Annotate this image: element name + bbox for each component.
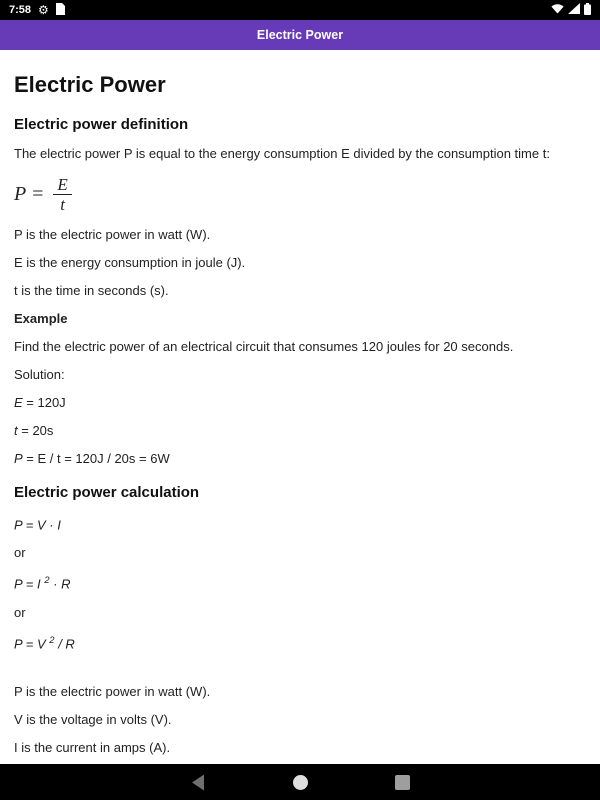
file-icon bbox=[56, 3, 65, 18]
calc-definition-line: P is the electric power in watt (W). bbox=[14, 683, 211, 699]
page-title: Electric Power bbox=[14, 72, 166, 97]
gear-icon: ⚙ bbox=[38, 3, 49, 17]
page-content bbox=[0, 50, 600, 764]
example-heading: Example bbox=[14, 311, 68, 326]
clock: 7:58 bbox=[9, 4, 32, 16]
calc-formula: P = V · I bbox=[14, 517, 61, 533]
home-icon[interactable] bbox=[291, 773, 309, 791]
formula-fraction bbox=[53, 175, 71, 214]
wifi-icon bbox=[551, 3, 564, 17]
definition-line: t is the time in seconds (s). bbox=[14, 283, 169, 298]
solution-label: Solution: bbox=[14, 367, 65, 382]
or-text: or bbox=[14, 604, 26, 620]
calc-definition-line: I is the current in amps (A). bbox=[14, 739, 171, 755]
example-text: Find the electric power of an electrical circuit that consumes 120 joules for 20 seconds. bbox=[14, 339, 514, 354]
definition-intro: The electric power P is equal to the energy consumption E divided by the consumption time t: bbox=[14, 146, 550, 161]
calc-formula: P = V $^2$ / R bbox=[14, 634, 75, 651]
power-formula bbox=[14, 175, 586, 214]
definition-line: P is the electric power in watt (W). bbox=[14, 227, 211, 242]
cellular-signal-icon bbox=[568, 3, 580, 17]
calculation-heading: Electric power calculation bbox=[14, 484, 200, 501]
formula-numerator: E bbox=[53, 175, 71, 195]
calc-formula: P = I $^2$ · R bbox=[14, 575, 71, 592]
app-bar-title: Electric Power bbox=[256, 28, 344, 42]
formula-denominator: t bbox=[60, 195, 65, 214]
app-bar bbox=[0, 20, 600, 50]
solution-line: t = 20s bbox=[14, 423, 54, 438]
status-bar bbox=[0, 0, 600, 20]
recents-icon[interactable] bbox=[393, 773, 411, 791]
solution-line: E = 120J bbox=[14, 395, 66, 410]
calc-definition-line: V is the voltage in volts (V). bbox=[14, 711, 172, 727]
navigation-bar bbox=[0, 764, 600, 800]
battery-icon bbox=[584, 3, 591, 18]
solution-line: P = E / t = 120J / 20s = 6W bbox=[14, 451, 170, 466]
definition-heading: Electric power definition bbox=[14, 116, 189, 133]
or-text: or bbox=[14, 545, 26, 561]
definition-line: E is the energy consumption in joule (J). bbox=[14, 255, 246, 270]
formula-lhs: P = bbox=[14, 183, 45, 205]
back-icon[interactable] bbox=[189, 773, 207, 791]
